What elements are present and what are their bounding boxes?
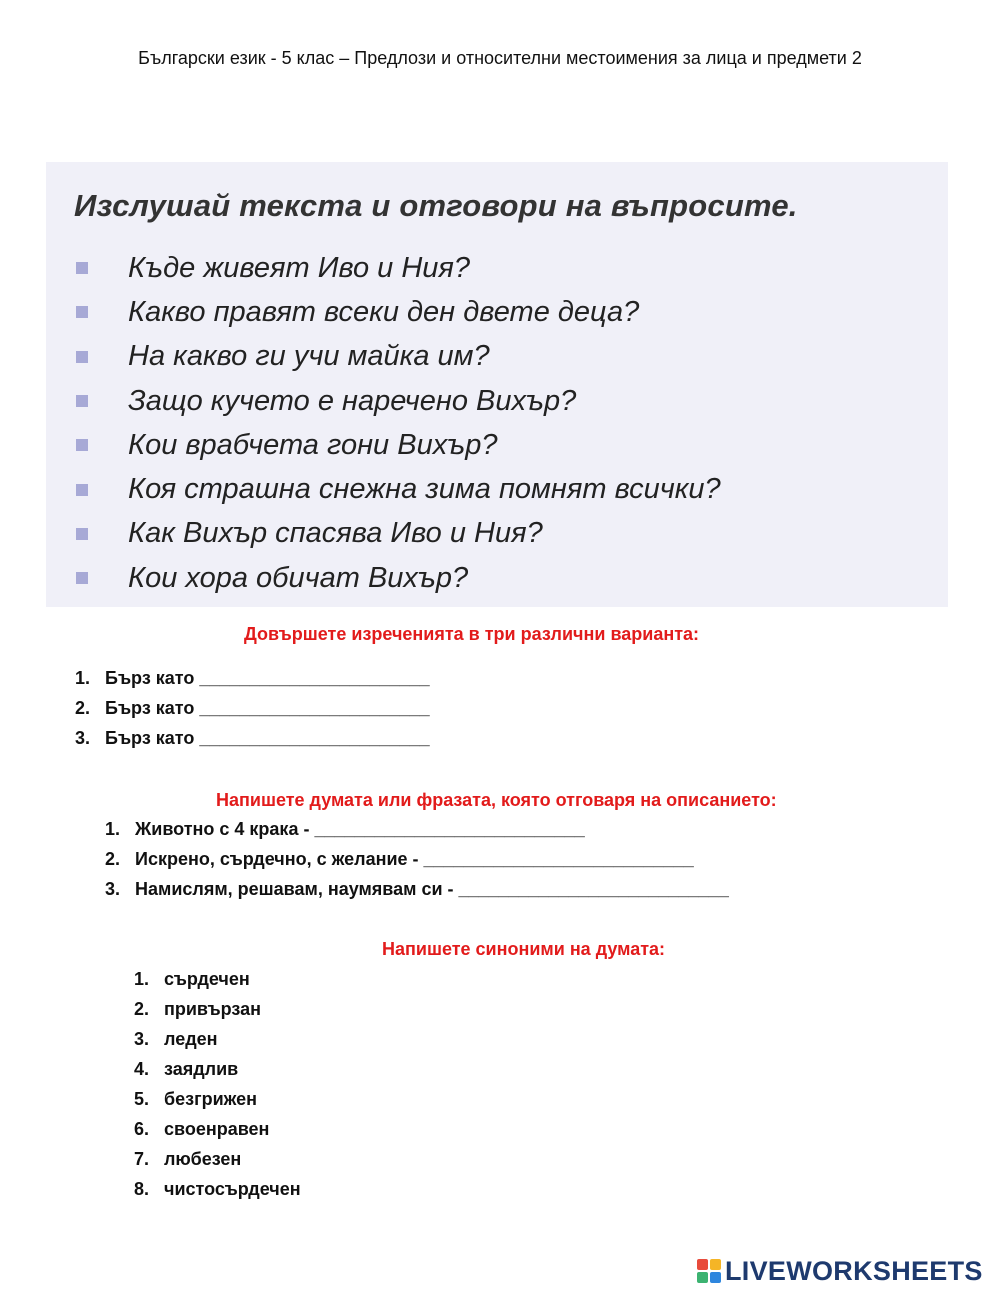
word-item[interactable] xyxy=(105,814,729,844)
logo-text: LIVEWORKSHEETS xyxy=(725,1255,983,1286)
question-list xyxy=(76,246,721,600)
item-text: Бърз като _______________________ xyxy=(105,697,430,718)
square-bullet-icon xyxy=(76,395,88,407)
logo-square xyxy=(710,1272,721,1283)
item-number: 5. xyxy=(134,1088,150,1109)
listen-questions-box xyxy=(46,162,948,607)
question-item xyxy=(76,512,721,556)
item-text: безгрижен xyxy=(164,1088,258,1109)
item-text: Искрено, сърдечно, с желание - ___________________________ xyxy=(135,848,694,869)
item-number: 2. xyxy=(134,998,150,1019)
synonym-list xyxy=(134,964,301,1204)
question-text: Коя страшна снежна зима помнят всички? xyxy=(128,473,721,506)
square-bullet-icon xyxy=(76,262,88,274)
square-bullet-icon xyxy=(76,439,88,451)
question-text: Защо кучето е наречено Вихър? xyxy=(128,384,577,417)
synonym-item xyxy=(134,1024,301,1054)
question-text: Кои хора обичат Вихър? xyxy=(128,561,469,594)
page-header: Български език - 5 клас – Предлози и относителни местоимения за лица и предмети 2 xyxy=(138,48,862,68)
question-item xyxy=(76,290,721,334)
question-item xyxy=(76,556,721,600)
logo-square xyxy=(697,1272,708,1283)
question-item xyxy=(76,467,721,511)
liveworksheets-logo[interactable] xyxy=(697,1254,983,1288)
item-number: 1. xyxy=(105,818,121,839)
listen-title: Изслушай текста и отговори на въпросите. xyxy=(74,188,798,223)
item-text: Бърз като _______________________ xyxy=(105,727,430,748)
item-text: привързан xyxy=(164,998,262,1019)
synonym-item xyxy=(134,964,301,994)
item-number: 2. xyxy=(105,848,121,869)
item-text: чистосърдечен xyxy=(164,1178,301,1199)
word-section-title: Напишете думата или фразата, която отговаря на описанието: xyxy=(216,790,777,810)
question-text: Как Вихър спасява Иво и Ния? xyxy=(128,517,543,550)
item-number: 2. xyxy=(75,697,91,718)
item-text: Бърз като _______________________ xyxy=(105,667,430,688)
logo-square xyxy=(697,1259,708,1270)
question-item xyxy=(76,379,721,423)
question-item xyxy=(76,423,721,467)
item-number: 4. xyxy=(134,1058,150,1079)
square-bullet-icon xyxy=(76,351,88,363)
square-bullet-icon xyxy=(76,528,88,540)
complete-item[interactable] xyxy=(75,663,430,693)
word-item[interactable] xyxy=(105,874,729,904)
item-text: леден xyxy=(164,1028,218,1049)
square-bullet-icon xyxy=(76,484,88,496)
item-number: 1. xyxy=(75,667,91,688)
item-number: 7. xyxy=(134,1148,150,1169)
question-text: Какво правят всеки ден двете деца? xyxy=(128,295,640,328)
item-text: любезен xyxy=(164,1148,242,1169)
question-text: На какво ги учи майка им? xyxy=(128,340,490,373)
item-number: 6. xyxy=(134,1118,150,1139)
word-item[interactable] xyxy=(105,844,729,874)
logo-square xyxy=(710,1259,721,1270)
question-item xyxy=(76,335,721,379)
word-list xyxy=(105,814,729,904)
question-text: Кои врабчета гони Вихър? xyxy=(128,428,498,461)
complete-item[interactable] xyxy=(75,723,430,753)
synonym-item xyxy=(134,1114,301,1144)
synonym-item xyxy=(134,994,301,1024)
item-number: 3. xyxy=(134,1028,150,1049)
synonym-item xyxy=(134,1054,301,1084)
item-text: Животно с 4 крака - ___________________________ xyxy=(135,818,585,839)
complete-item[interactable] xyxy=(75,693,430,723)
item-text: Намислям, решавам, наумявам си - ___________________________ xyxy=(135,878,729,899)
question-item xyxy=(76,246,721,290)
item-text: своенравен xyxy=(164,1118,270,1139)
synonym-item xyxy=(134,1084,301,1114)
logo-squares-icon xyxy=(697,1259,721,1283)
complete-list xyxy=(75,663,430,753)
item-number: 3. xyxy=(105,878,121,899)
question-text: Къде живеят Иво и Ния? xyxy=(128,251,471,284)
item-text: сърдечен xyxy=(164,968,250,989)
synonym-section-title: Напишете синоними на думата: xyxy=(382,939,666,959)
item-number: 8. xyxy=(134,1178,150,1199)
square-bullet-icon xyxy=(76,306,88,318)
synonym-item xyxy=(134,1174,301,1204)
synonym-item xyxy=(134,1144,301,1174)
square-bullet-icon xyxy=(76,572,88,584)
item-number: 1. xyxy=(134,968,150,989)
item-text: заядлив xyxy=(164,1058,239,1079)
complete-section-title: Довършете изреченията в три различни варианта: xyxy=(244,624,700,644)
item-number: 3. xyxy=(75,727,91,748)
